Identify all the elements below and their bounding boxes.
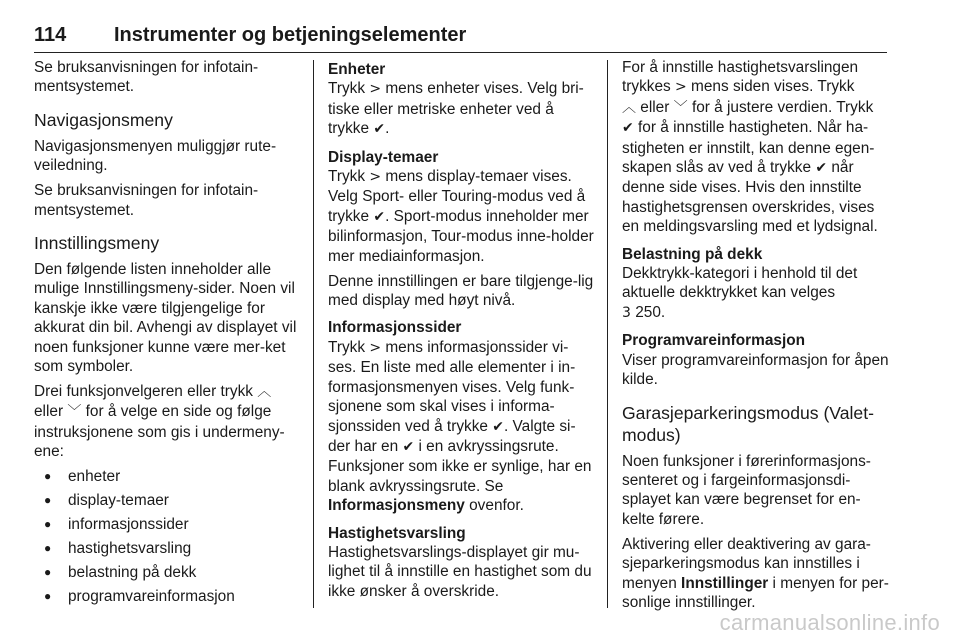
heading-valet-mode: Garasjeparkeringsmodus (Valet-modus) [622,402,874,445]
text-span: mens siden vises. Trykk [691,78,855,96]
text-span: når denne side vises. Hvis den innstilte hastighetsgrensen overskrides, vises en meldingsvarsling med et lydsignal. [622,159,878,236]
check-icon: ✔ [402,438,415,455]
text-span: Trykk [328,338,366,356]
text-span: mens display-temaer vises. Velg Sport- eller Touring-modus ved å trykke [328,168,586,225]
page-header [34,20,887,53]
text-span: . Valgte si-der har en [328,417,576,455]
heading-software-info: Programvareinformasjon [622,332,806,350]
text-span: Trykk [328,80,366,98]
heading-settings-menu: Innstillingsmeny [34,233,160,254]
text-span: for å justere verdien. Trykk [691,98,874,116]
paragraph-navigation-ref: Se bruksanvisningen for infotain-mentsystemet. [34,182,259,219]
text-span: ovenfor. [469,497,524,515]
paragraph-display-themes-note: Denne innstillingen er bare tilgjenge-lig med display med høyt nivå. [328,272,594,310]
list-item: ● informasjonssider [34,515,302,534]
heading-speed-warning: Hastighetsvarsling [328,524,466,542]
page-title: Instrumenter og betjeningselementer [114,24,467,46]
text-span: i en avkryssingsrute. Funksjoner som ikke er synlige, har en blank avkryssingsrute. Se [328,437,592,495]
chevron-down-icon: ﹀ [67,404,82,421]
chevron-up-icon: ︿ [622,99,636,116]
list-item: ● programvareinformasjon [34,587,302,606]
check-icon: ✔ [373,208,386,225]
watermark: carmanualsonline.info [719,610,940,635]
page-reference-icon: 3 [622,304,631,321]
heading-info-pages: Informasjonssider [328,319,462,337]
text-span: Drei funksjonvelgeren eller trykk [34,383,253,401]
check-icon: ✔ [373,121,386,138]
paragraph-valet-2 [622,535,890,613]
column-1 [34,58,302,611]
heading-tire-load: Belastning på dekk [622,245,763,263]
paragraph-valet-1: Noen funksjoner i førerinformasjons-senteret og i fargeinformasjonsdi-splayet kan være begrenset for en-kelte førere. [622,452,871,528]
heading-display-themes: Display-temaer [328,148,439,166]
page-reference: 250. [635,303,666,321]
check-icon: ✔ [622,120,634,137]
list-item: ● belastning på dekk [34,563,302,582]
text-span: Dekktrykk-kategori i henhold til det aktuelle dekktrykket kan velges [622,265,858,302]
check-icon: ✔ [492,418,504,435]
text-span: . Sport-modus inneholder mer bilinformasjon, Tour-modus inne-holder mer mediainformasjon. [328,207,594,265]
paragraph-tire-load [622,264,890,323]
text-span: For å innstille hastighetsvarslingen trykkes [622,59,859,96]
paragraph-speed-warning: Hastighetsvarslings-displayet gir mu-lighet til å innstille en hastighet som du ikke ønsker å overskride. [328,543,592,600]
chevron-up-icon: ︿ [257,384,272,401]
column-divider-2 [607,60,608,608]
text-span: for å velge en side og følge instruksjonene som gis i undermeny-ene: [34,403,285,461]
chevron-down-icon: ﹀ [673,99,688,116]
text-span: eller [640,98,670,116]
paragraph-speed-setup [622,58,890,237]
paragraph-infotainment-ref: Se bruksanvisningen for infotain-mentsystemet. [34,59,259,96]
cross-reference-info-menu: Informasjonsmeny [328,497,465,515]
text-span: Aktivering eller deaktivering av gara-sjeparkeringsmodus kan innstilles i menyen [622,535,871,592]
column-3 [622,58,890,618]
text-span: . [385,120,390,138]
column-2 [328,58,594,607]
paragraph-units [328,79,594,139]
text-span: i menyen for per-sonlige innstillinger. [622,574,889,611]
cross-reference-settings: Innstillinger [681,574,769,592]
chevron-right-icon: > [369,339,382,356]
paragraph-info-pages [328,338,594,516]
text-span: for å innstille hastigheten. Når ha-stigheten er innstilt, kan denne egen-skapen slås av ved å trykke [622,119,875,177]
text-span: eller [34,403,64,421]
paragraph-navigation: Navigasjonsmenyen muliggjør rute-veiledning. [34,137,277,175]
check-icon: ✔ [815,160,828,177]
paragraph-rotate-selector [34,382,302,462]
page-number: 114 [34,24,67,46]
paragraph-display-themes [328,167,594,266]
text-span: mens enheter vises. Velg bri-tiske eller metriske enheter ved å trykke [328,80,584,138]
heading-navigation-menu: Navigasjonsmeny [34,109,173,130]
list-item: ● enheter [34,467,302,486]
text-span: mens informasjonssider vi-ses. En liste med alle elementer i in-formasjonsmenyen vises. Velg funk-sjonene som skal vises i informa-sjonssiden ved å trykke [328,338,576,435]
chevron-right-icon: > [675,79,687,96]
chevron-right-icon: > [369,81,382,98]
column-divider-1 [313,60,314,608]
paragraph-software-info: Viser programvareinformasjon for åpen kilde. [622,351,889,389]
list-item: ● display-temaer [34,491,302,510]
chevron-right-icon: > [369,169,382,186]
paragraph-settings: Den følgende listen inneholder alle mulige Innstillingsmeny-sider. Noen vil kanskje ikke være tilgjengelige for akkurat din bil. Avhengi av displayet vil noen funksjoner kunne være mer-ket som symboler. [34,261,297,376]
list-item: ● hastighetsvarsling [34,539,302,558]
text-span: Trykk [328,168,366,186]
heading-units: Enheter [328,61,386,78]
settings-pages-list [34,467,302,606]
